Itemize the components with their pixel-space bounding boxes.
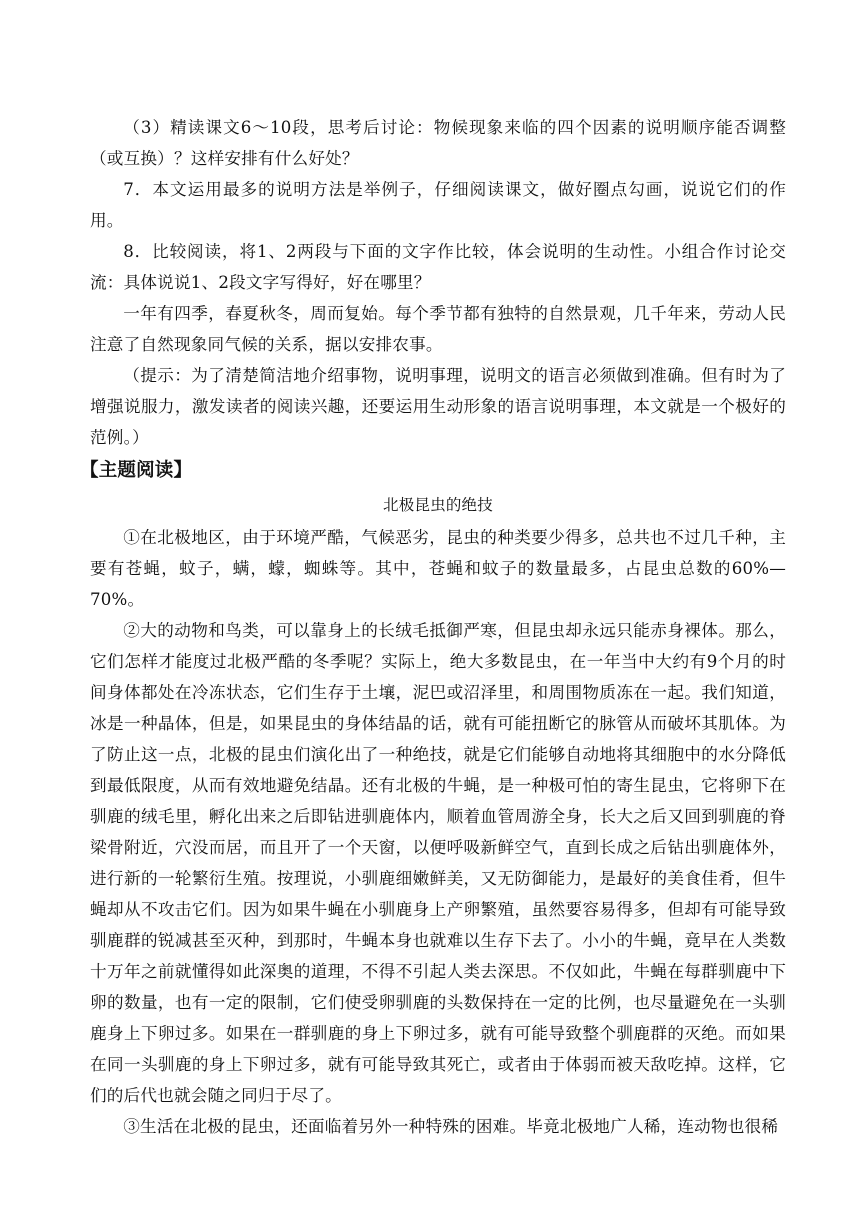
article-title: 北极昆虫的绝技 [383, 496, 493, 514]
article-paragraph-2: ②大的动物和鸟类，可以靠身上的长绒毛抵御严寒，但昆虫却永远只能赤身裸体。那么，它们怎样才能度过北极严酷的冬季呢？实际上，绝大多数昆虫，在一年当中大约有9个月的时间身体都处在冷冻状态，它们生存于土壤，泥巴或沼泽里，和周围物质冻在一起。我们知道，冰是一种晶体，但是，如果昆虫的身体结晶的话，就有可能扭断它的脉管从而破坏其肌体。为了防止这一点，北极的昆虫们演化出了一种绝技，就是它们能够自动地将其细胞中的水分降低到最低限度，从而有效地避免结晶。还有北极的牛蝇，是一种极可怕的寄生昆虫，它将卵下在驯鹿的绒毛里，孵化出来之后即钻进驯鹿体内，顺着血管周游全身，长大之后又回到驯鹿的脊梁骨附近，穴没而居，而且开了一个天窗，以便呼吸新鲜空气，直到长成之后钻出驯鹿体外，进行新的一轮繁衍生殖。按理说，小驯鹿细嫩鲜美，又无防御能力，是最好的美食佳肴，但牛蝇却从不攻击它们。因为如果牛蝇在小驯鹿身上产卵繁殖，虽然要容易得多，但却有可能导致驯鹿群的锐减甚至灭种，到那时，牛蝇本身也就难以生存下去了。小小的牛蝇，竟早在人类数十万年之前就懂得如此深奥的道理，不得不引起人类去深思。不仅如此，牛蝇在每群驯鹿中下卵的数量，也有一定的限制，它们使受卵驯鹿的头数保持在一定的比例，也尽量避免在一头驯鹿身上下卵过多。如果在一群驯鹿的身上下卵过多，就有可能导致整个驯鹿群的灭绝。而如果在同一头驯鹿的身上下卵过多，就有可能导致其死亡，或者由于体弱而被天敌吃掉。这样，它们的后代也就会随之同归于尽了。 [90, 621, 786, 1105]
hint-paragraph: （提示：为了清楚简洁地介绍事物，说明事理，说明文的语言必须做到准确。但有时为了增强说服力，激发读者的阅读兴趣，还要运用生动形象的语言说明事理，本文就是一个极好的范例。） [90, 366, 786, 447]
document-body [80, 112, 786, 1142]
section-heading: 【主题阅读】 [80, 460, 193, 481]
comparison-text-paragraph: 一年有四季，春夏秋冬，周而复始。每个季节都有独特的自然景观，几千年来，劳动人民注意了自然现象同气候的关系，据以安排农事。 [90, 304, 786, 354]
question-8-paragraph: 8．比较阅读，将1、2两段与下面的文字作比较，体会说明的生动性。小组合作讨论交流：具体说说1、2段文字写得好，好在哪里？ [90, 242, 786, 292]
article-paragraph-3: ③生活在北极的昆虫，还面临着另外一种特殊的困难。毕竟北极地广人稀，连动物也很稀 [123, 1117, 779, 1136]
article-paragraph-1: ①在北极地区，由于环境严酷，气候恶劣，昆虫的种类要少得多，总共也不过几千种，主要有苍蝇，蚊子，螨，蠓，蜘蛛等。其中，苍蝇和蚊子的数量最多，占昆虫总数的60%—70%。 [90, 528, 786, 609]
question-7-paragraph: 7．本文运用最多的说明方法是举例子，仔细阅读课文，做好圈点勾画，说说它们的作用。 [90, 180, 786, 230]
question-3-paragraph: （3）精读课文6～10段，思考后讨论：物候现象来临的四个因素的说明顺序能否调整（或互换）？这样安排有什么好处？ [90, 118, 786, 168]
